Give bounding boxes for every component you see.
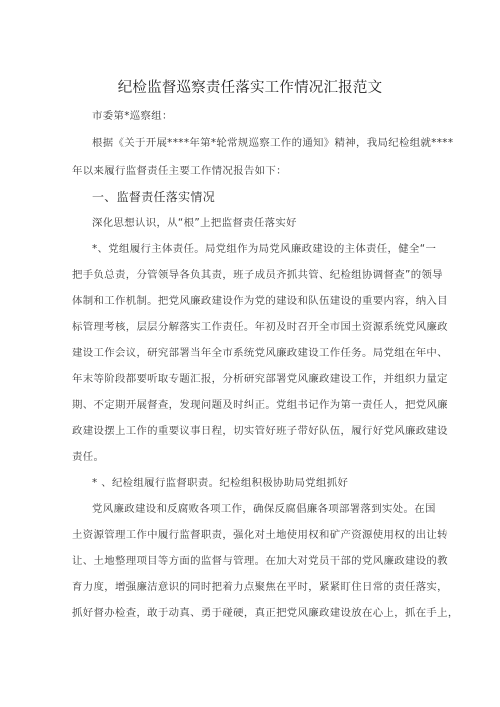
paragraph-line: 党风廉政建设和反腐败各项工作，确保反腐倡廉各项部署落到实处。在国 xyxy=(92,503,436,515)
item-heading: * 、纪检组履行监督职责。纪检组积极协助局党组抓好 xyxy=(92,477,349,489)
paragraph-line: 育力度，增强廉洁意识的同时把着力点聚焦在平时，紧紧盯住日常的责任落实， xyxy=(72,581,448,593)
paragraph-line: 期、不定期开展督查，发现问题及时纠正。党组书记作为第一责任人，把党风廉 xyxy=(72,399,448,411)
paragraph-line: 土资源管理工作中履行监督职责，强化对土地使用权和矿产资源使用权的出让转 xyxy=(72,529,448,541)
paragraph-line: 抓好督办检查，敢于动真、勇于碰硬，真正把党风廉政建设放在心上，抓在手上， xyxy=(72,607,459,619)
paragraph-line: 把手负总责，分管领导各负其责，班子成员齐抓共管、纪检组协调督查”的领导 xyxy=(72,269,443,281)
paragraph-line: 让、土地整理项目等方面的监督与管理。在加大对党员干部的党风廉政建设的教 xyxy=(72,555,448,567)
paragraph-line: 责任。 xyxy=(72,451,105,463)
paragraph-line: 体制和工作机制。把党风廉政建设作为党的建设和队伍建设的重要内容，纳入目 xyxy=(72,295,448,307)
intro-line: 根据《关于开展****年第*轮常规巡察工作的通知》精神，我局纪检组就**** xyxy=(92,137,454,149)
subheading: 深化思想认识，从“根”上把监督责任落实好 xyxy=(92,217,297,229)
paragraph-line: 标管理考核，层层分解落实工作责任。年初及时召开全市国土资源系统党风廉政 xyxy=(72,321,448,333)
paragraph-line: 年末等阶段都要听取专题汇报，分析研究部署党风廉政建设工作，并组织力量定 xyxy=(72,373,448,385)
section-heading: 一、监督责任落实情况 xyxy=(92,190,216,204)
paragraph-line: 政建设摆上工作的重要议事日程，切实管好班子带好队伍，履行好党风廉政建设 xyxy=(72,425,448,437)
intro-line: 年以来履行监督责任主要工作情况报告如下： xyxy=(72,165,287,177)
document-title: 纪检监督巡察责任落实工作情况汇报范文 xyxy=(117,80,383,96)
paragraph-line: 建设工作会议，研究部署当年全市系统党风廉政建设工作任务。局党组在年中、 xyxy=(72,347,448,359)
salutation: 市委第*巡察组： xyxy=(92,110,173,122)
paragraph-line: *、党组履行主体责任。局党组作为局党风廉政建设的主体责任，健全“一 xyxy=(92,243,437,255)
